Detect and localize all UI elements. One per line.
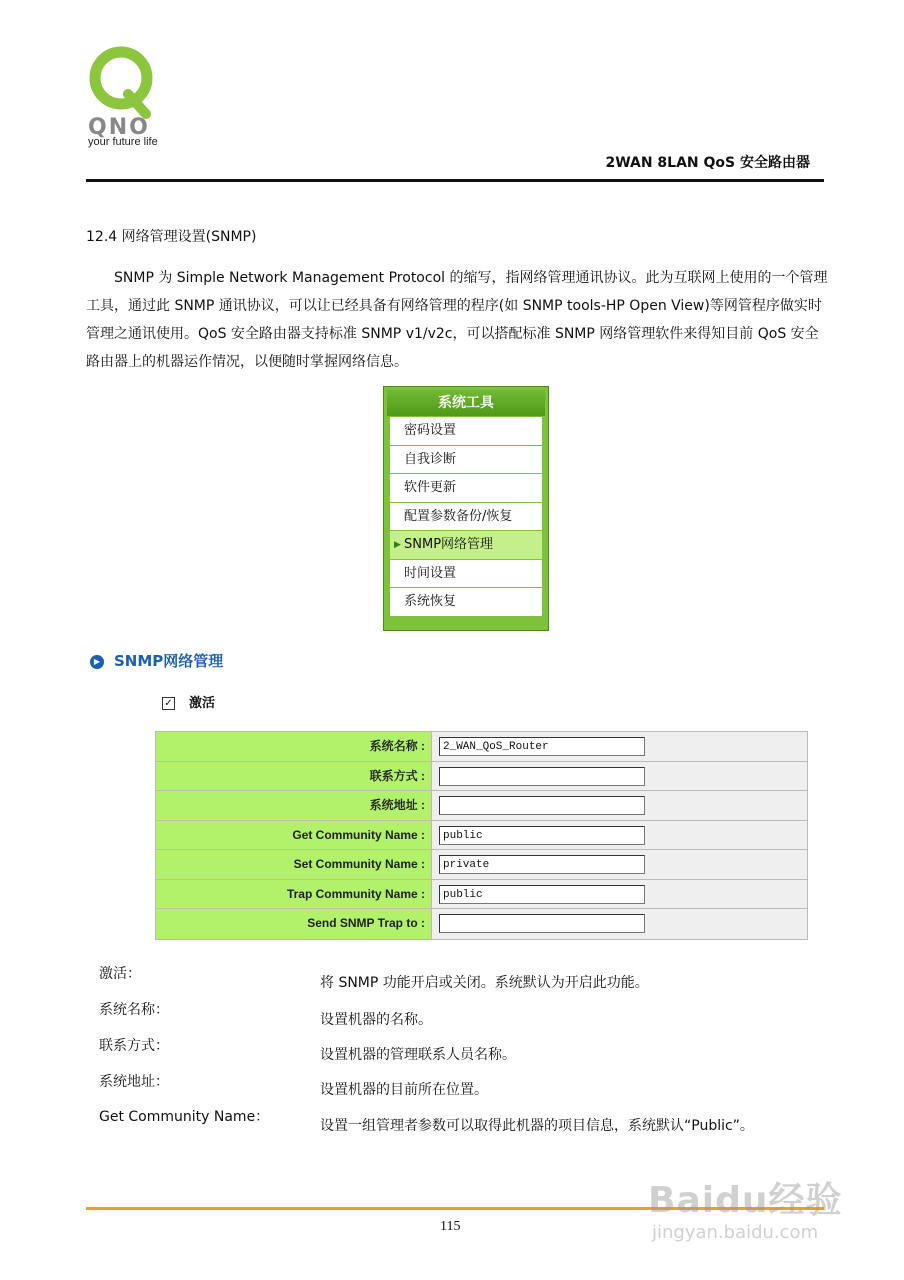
svg-text:QNO: QNO — [88, 115, 150, 140]
form-row — [156, 880, 807, 910]
watermark-brand: Baidu经验 — [648, 1180, 843, 1221]
header-rule — [86, 179, 824, 182]
watermark-url: jingyan.baidu.com — [652, 1222, 819, 1243]
page-number: 115 — [440, 1219, 461, 1234]
field-cell — [432, 732, 807, 761]
text-field[interactable]: private — [439, 855, 645, 874]
form-row — [156, 791, 807, 821]
form-row — [156, 850, 807, 880]
definition-term: Get Community Name： — [99, 1109, 270, 1125]
form-row — [156, 909, 807, 939]
enable-label: 激活 — [189, 696, 216, 711]
definition-term: 联系方式： — [99, 1038, 169, 1054]
definition-term: 系统名称： — [99, 1002, 169, 1018]
definition-description: 设置机器的目前所在位置。 — [320, 1082, 488, 1098]
menu-title: 系统工具 — [387, 390, 545, 416]
menu-item[interactable] — [390, 588, 542, 617]
system-tools-menu — [383, 386, 549, 631]
menu-item-label: 软件更新 — [404, 480, 457, 495]
text-field[interactable] — [439, 767, 645, 786]
menu-item[interactable] — [390, 474, 542, 503]
field-cell — [432, 762, 807, 791]
enable-checkbox[interactable]: ✓ — [162, 697, 175, 710]
menu-item[interactable] — [390, 417, 542, 446]
field-cell — [432, 791, 807, 820]
text-field[interactable]: public — [439, 826, 645, 845]
circle-arrow-icon: ▶ — [90, 655, 104, 669]
menu-item[interactable] — [390, 503, 542, 532]
menu-item-label: 密码设置 — [404, 423, 457, 438]
menu-item-label: 自我诊断 — [404, 451, 457, 467]
enable-row — [162, 692, 215, 711]
text-field[interactable]: public — [439, 885, 645, 904]
section-heading: 12.4 网络管理设置(SNMP) — [86, 229, 257, 245]
text-field[interactable]: 2_WAN_QoS_Router — [439, 737, 645, 756]
field-label: Get Community Name : — [156, 821, 432, 850]
field-label: Trap Community Name : — [156, 880, 432, 909]
definition-term: 系统地址： — [99, 1074, 169, 1090]
menu-list — [390, 417, 542, 617]
definition-description: 设置机器的管理联系人员名称。 — [320, 1047, 516, 1063]
text-field[interactable] — [439, 796, 645, 815]
snmp-heading-label: SNMP网络管理 — [114, 652, 224, 670]
menu-item[interactable] — [390, 446, 542, 475]
field-cell — [432, 909, 807, 939]
menu-item-label: 配置参数备份/恢复 — [404, 508, 513, 524]
menu-item-label: 系统恢复 — [404, 594, 457, 609]
definition-description: 设置机器的名称。 — [320, 1012, 432, 1028]
triangle-right-icon: ▶ — [394, 540, 401, 550]
document-title: 2WAN 8LAN QoS 安全路由器 — [605, 155, 810, 171]
menu-item[interactable] — [390, 531, 542, 560]
snmp-settings-form — [155, 731, 808, 940]
field-cell — [432, 821, 807, 850]
menu-item[interactable] — [390, 560, 542, 589]
text-field[interactable] — [439, 914, 645, 933]
form-row — [156, 821, 807, 851]
definition-description: 将 SNMP 功能开启或关闭。系统默认为开启此功能。 — [320, 975, 649, 991]
field-cell — [432, 850, 807, 879]
snmp-heading — [90, 650, 223, 671]
field-label: 系统名称 : — [156, 732, 432, 761]
field-cell — [432, 880, 807, 909]
menu-item-label: SNMP网络管理 — [404, 537, 494, 552]
form-row — [156, 732, 807, 762]
field-label: 联系方式 : — [156, 762, 432, 791]
intro-paragraph: SNMP 为 Simple Network Management Protocol 的缩写，指网络管理通讯协议。此为互联网上使用的一个管理工具，通过此 SNMP 通讯协议，可以让已经具备有网络管理的程序(如 SNMP tools-HP Open View)等网管程序做实时管理之通讯使用。QoS 安全路由器支持标准 SNMP v1/v2c，可以搭配标准 SNMP 网络管理软件来得知目前 QoS 安全路由器上的机器运作情况，以便随时掌握网络信息。 — [86, 270, 828, 370]
field-label: Send SNMP Trap to : — [156, 909, 432, 939]
menu-item-label: 时间设置 — [404, 565, 457, 581]
form-row — [156, 762, 807, 792]
field-label: Set Community Name : — [156, 850, 432, 879]
field-label: 系统地址 : — [156, 791, 432, 820]
definition-term: 激活： — [99, 966, 141, 982]
definition-description: 设置一组管理者参数可以取得此机器的项目信息，系统默认“Public”。 — [320, 1118, 754, 1134]
tagline: your future life — [88, 136, 158, 148]
